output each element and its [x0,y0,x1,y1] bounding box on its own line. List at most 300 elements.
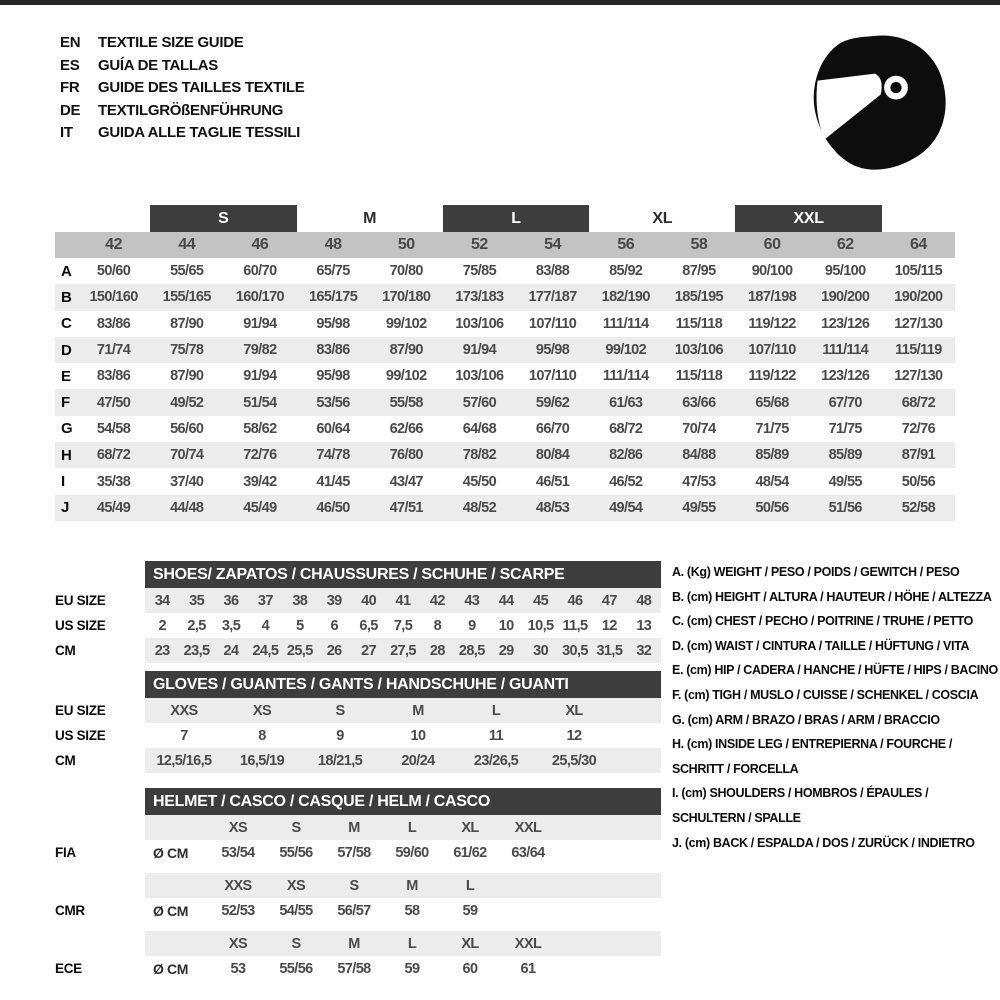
measurement-row [55,258,955,284]
legend-line: F. (cm) TIGH / MUSLO / CUISSE / SCHENKEL / COSCIA [672,687,979,702]
size-value-cell: 99/102 [385,315,427,332]
language-row [60,77,304,100]
table-value-cell: 23/26,5 [473,752,519,769]
row-values [145,956,661,981]
size-value-cell: 48/54 [755,473,789,490]
language-code: IT [60,124,73,141]
row-label: US SIZE [55,618,106,633]
size-value-cell: 99/102 [385,368,427,385]
size-value-cell: 54/58 [96,420,131,437]
table-value-cell: 59 [404,960,420,977]
legend-line: D. (cm) WAIST / CINTURA / TAILLE / HÜFTUNG / VITA [672,638,970,653]
size-value-cell: 119/122 [748,315,796,332]
table-value-cell: 8 [433,617,442,634]
table-value-cell: 40 [361,592,377,609]
size-value-cell: 87/90 [170,368,204,385]
row-values [145,840,661,865]
table-value-cell: XXS [170,702,198,719]
size-value-cell: 71/74 [96,342,131,359]
top-border-line [0,0,1000,5]
size-value-cell: 95/98 [316,368,350,385]
table-value-cell: 20/24 [401,752,435,769]
legend-line: I. (cm) SHOULDERS / HOMBROS / ÉPAULES / [672,786,929,801]
size-value-cell: 80/84 [535,447,570,464]
row-values [145,931,661,956]
language-row [60,122,304,145]
row-values [145,898,661,923]
size-header-row [55,232,955,258]
row-letter: A [61,262,72,280]
table-value-cell: M [412,702,424,719]
diameter-cm-label: Ø CM [153,902,188,919]
table-value-cell: 8 [258,727,266,744]
row-values [145,613,661,638]
table-value-cell: 58 [404,902,420,919]
size-value-cell: 87/90 [170,315,204,332]
table-value-cell: 57/58 [337,844,371,861]
table-value-cell: 47 [601,592,617,609]
row-label: ECE [55,961,82,976]
size-value-cell: 78/82 [462,447,497,464]
size-value-cell: 85/92 [609,263,643,280]
size-value-cell: 173/183 [455,289,504,306]
size-value-cell: 107/110 [528,315,577,332]
guide-title: GUIDE DES TAILLES TEXTILE [98,79,305,96]
table-value-cell: 27,5 [390,642,416,659]
size-value-cell: 190/200 [821,289,870,306]
size-value-cell: 47/50 [96,394,131,411]
size-value-cell: 91/94 [462,342,497,359]
table-value-cell: 18/21,5 [317,752,363,769]
size-value-cell: 107/110 [528,368,577,385]
table-value-cell: 11,5 [562,617,588,634]
diameter-cm-label: Ø CM [153,844,188,861]
table-value-cell: 37 [257,592,273,609]
table-value-cell: 23 [154,642,170,659]
size-value-cell: 35/38 [96,473,131,490]
table-value-cell: 48 [636,592,652,609]
size-value-cell: 76/80 [389,447,423,464]
table-value-cell: 30 [533,642,549,659]
size-group-label: L [443,205,589,232]
size-value-cell: 90/100 [751,263,793,280]
size-value-cell: 60/70 [243,263,277,280]
size-value-cell: 65/75 [316,263,350,280]
table-value-cell: XL [565,702,583,719]
size-value-cell: 47/51 [389,499,423,516]
table-value-cell: 34 [154,592,170,609]
table-value-cell: 59/60 [395,844,429,861]
legend-line: B. (cm) HEIGHT / ALTURA / HAUTEUR / HÖHE / ALTEZZA [672,589,992,604]
table-value-cell: 5 [296,617,304,634]
table-value-cell: 27 [361,642,377,659]
size-value-cell: 99/102 [605,342,647,359]
size-value-cell: 95/98 [316,315,350,332]
table-value-cell: 12 [601,617,617,634]
row-gap [55,923,661,931]
measurement-row [55,442,955,468]
language-row [60,100,304,123]
size-value-cell: 119/122 [748,368,796,385]
row-letter: B [61,288,72,306]
table-value-cell: 41 [395,592,411,609]
size-value-cell: 49/52 [170,394,204,411]
row-label: CM [55,753,76,768]
measurement-legend [672,560,998,855]
language-code: EN [60,34,81,51]
size-value-cell: 87/90 [389,342,423,359]
size-value-cell: 37/40 [170,473,204,490]
table-value-cell: 10 [410,727,426,744]
size-value-cell: 68/72 [96,447,131,464]
legend-line: J. (cm) BACK / ESPALDA / DOS / ZURÜCK / INDIETRO [672,835,975,850]
size-value-cell: 46/52 [609,473,643,490]
legend-line: G. (cm) ARM / BRAZO / BRAS / ARM / BRACCIO [672,712,940,727]
table-value-cell: 13 [636,617,652,634]
row-label: CM [55,643,76,658]
table-row [55,873,661,898]
row-values [145,698,661,723]
size-value-cell: 105/115 [894,263,943,280]
table-value-cell: S [349,877,359,894]
size-header-cell: 64 [910,236,927,253]
size-value-cell: 70/74 [170,447,204,464]
table-value-cell: 9 [336,727,344,744]
table-value-cell: 2 [158,617,166,634]
language-code: FR [60,79,80,96]
table-value-cell: 28,5 [458,642,485,659]
size-value-cell: 51/54 [243,394,277,411]
size-value-cell: 50/56 [755,499,789,516]
size-value-cell: 72/76 [243,447,277,464]
gloves-table-rows [55,698,661,773]
row-label: EU SIZE [55,703,106,718]
measurement-row [55,337,955,363]
row-letter: E [61,367,72,385]
row-values [145,638,661,663]
table-value-cell: 45 [533,592,549,609]
row-values [145,815,661,840]
size-value-cell: 107/110 [748,342,796,359]
size-value-cell: 55/58 [389,394,423,411]
size-value-cell: 91/94 [243,368,277,385]
table-value-cell: 55/56 [279,960,313,977]
size-value-cell: 49/54 [609,499,643,516]
table-value-cell: L [465,877,475,894]
table-value-cell: L [491,702,501,719]
size-value-cell: 95/98 [535,342,570,359]
size-header-cell: 50 [397,236,415,253]
table-value-cell: 56/57 [337,902,371,919]
legend-line: SCHRITT / FORCELLA [672,761,799,776]
table-value-cell: XL [461,935,479,952]
table-value-cell: 36 [223,592,239,609]
legend-line: H. (cm) INSIDE LEG / ENTREPIERNA / FOURCHE / [672,737,952,752]
guide-title: TEXTILE SIZE GUIDE [98,34,244,51]
table-row [55,638,661,663]
table-value-cell: S [291,819,301,836]
size-value-cell: 71/75 [755,420,789,437]
size-value-cell: 51/56 [828,499,862,516]
table-value-cell: 32 [636,642,652,659]
size-value-cell: 45/50 [462,473,497,490]
table-value-cell: 7,5 [393,617,413,634]
gloves-table-title: GLOVES / GUANTES / GANTS / HANDSCHUHE / GUANTI [145,671,661,698]
size-value-cell: 160/170 [235,289,285,306]
table-value-cell: 55/56 [279,844,313,861]
size-value-cell: 150/160 [89,289,138,306]
table-value-cell: 35 [189,592,205,609]
size-value-cell: 155/165 [162,289,211,306]
table-value-cell: 9 [468,617,476,634]
measurement-row [55,311,955,337]
table-value-cell: 3,5 [221,617,241,634]
size-value-cell: 75/85 [462,263,497,280]
size-value-cell: 72/76 [901,420,936,437]
size-value-cell: 47/53 [682,473,716,490]
size-value-cell: 61/63 [609,394,643,411]
table-value-cell: 59 [462,902,478,919]
helmet-table-title: HELMET / CASCO / CASQUE / HELM / CASCO [145,788,661,815]
table-value-cell: XXL [514,819,542,836]
row-values [145,748,661,773]
size-value-cell: 182/190 [601,289,650,306]
size-header-cell: 56 [617,236,635,253]
language-row [60,32,304,55]
row-label: EU SIZE [55,593,106,608]
size-value-cell: 68/72 [901,394,936,411]
table-row [55,815,661,840]
row-letter: I [61,473,66,491]
size-value-cell: 115/118 [675,315,723,332]
size-value-cell: 103/106 [455,315,504,332]
measurement-row [55,363,955,389]
size-value-cell: 127/130 [894,315,943,332]
table-value-cell: 53/54 [221,844,255,861]
size-value-cell: 123/126 [821,368,870,385]
size-value-cell: 43/47 [389,473,423,490]
size-value-cell: 103/106 [455,368,504,385]
row-values [145,873,661,898]
size-value-cell: 187/198 [747,289,797,306]
legend-line: SCHULTERN / SPALLE [672,810,801,825]
table-value-cell: L [407,819,417,836]
row-letter: G [61,420,73,438]
measurement-row [55,389,955,415]
size-group-label: S [150,205,296,232]
size-value-cell: 165/175 [308,289,358,306]
size-value-cell: 60/64 [316,420,350,437]
row-values [145,723,661,748]
size-header-cell: 54 [544,236,561,253]
table-value-cell: 4 [261,617,270,634]
size-header-cell: 58 [690,236,708,253]
table-value-cell: S [335,702,345,719]
size-value-cell: 82/86 [609,447,643,464]
table-value-cell: 57/58 [337,960,371,977]
table-value-cell: 53 [230,960,246,977]
size-group-header-row [55,205,955,232]
size-value-cell: 45/49 [96,499,131,516]
table-value-cell: 54/55 [279,902,313,919]
shoes-table-title: SHOES/ ZAPATOS / CHAUSSURES / SCHUHE / SCARPE [145,561,661,588]
size-value-cell: 115/118 [675,368,723,385]
language-row [60,55,304,78]
size-group-label: XL [652,209,673,227]
table-value-cell: 52/53 [221,902,255,919]
table-row [55,613,661,638]
table-value-cell: XS [228,819,248,836]
legend-line: A. (Kg) WEIGHT / PESO / POIDS / GEWITCH / PESO [672,565,960,579]
table-value-cell: XS [286,877,306,894]
size-value-cell: 123/126 [821,315,870,332]
table-value-cell: 44 [498,592,514,609]
gloves-size-table [55,671,661,773]
table-value-cell: 28 [429,642,445,659]
table-value-cell: XL [461,819,479,836]
size-header-cell: 62 [836,236,854,253]
size-value-cell: 41/45 [316,473,350,490]
size-value-cell: 63/66 [682,394,716,411]
size-value-cell: 115/119 [895,342,942,359]
size-value-cell: 48/53 [535,499,570,516]
size-value-cell: 103/106 [674,342,724,359]
size-value-cell: 48/52 [462,499,497,516]
size-value-cell: 85/89 [828,447,862,464]
table-value-cell: 24 [223,642,239,659]
size-header-cell: 60 [763,236,781,253]
size-value-cell: 91/94 [243,315,277,332]
size-value-cell: 95/100 [824,263,866,280]
size-value-cell: 111/114 [602,368,649,385]
table-value-cell: 43 [464,592,480,609]
legend-line: C. (cm) CHEST / PECHO / POITRINE / TRUHE / PETTO [672,614,974,629]
size-value-cell: 83/86 [96,315,131,332]
table-row [55,898,661,923]
measurement-row [55,284,955,310]
size-value-cell: 52/58 [901,499,936,516]
helmet-icon [812,28,952,183]
table-value-cell: 12 [566,727,582,744]
size-value-cell: 75/78 [170,342,204,359]
size-value-cell: 74/78 [316,447,350,464]
table-value-cell: 12,5/16,5 [156,752,212,769]
size-value-cell: 58/62 [243,420,277,437]
size-header-cell: 48 [324,236,342,253]
measurement-row [55,416,955,442]
table-row [55,840,661,865]
textile-size-table [55,205,955,521]
row-label: FIA [55,845,76,860]
table-value-cell: 61/62 [453,844,487,861]
table-value-cell: XXL [514,935,542,952]
table-value-cell: L [407,935,417,952]
shoes-table-rows [55,588,661,663]
size-value-cell: 46/51 [535,473,570,490]
size-value-cell: 68/72 [609,420,643,437]
size-value-cell: 87/95 [682,263,716,280]
table-value-cell: M [348,935,360,952]
table-row [55,748,661,773]
guide-title: GUIDA ALLE TAGLIE TESSILI [98,124,300,141]
row-letter: C [61,315,72,333]
table-value-cell: 6,5 [359,617,378,634]
size-header-cell: 52 [471,236,488,253]
table-value-cell: M [406,877,418,894]
size-value-cell: 111/114 [602,315,649,332]
table-value-cell: S [291,935,301,952]
helmet-table-rows [55,815,661,981]
size-value-cell: 87/91 [901,447,936,464]
size-value-cell: 53/56 [316,394,350,411]
size-header-cell: 46 [251,236,269,253]
size-value-cell: 71/75 [828,420,862,437]
table-value-cell: 39 [326,592,342,609]
size-value-cell: 170/180 [382,289,431,306]
table-value-cell: 61 [520,960,536,977]
size-header-cell: 42 [105,236,122,253]
language-code: DE [60,101,81,119]
table-value-cell: 24,5 [252,642,279,659]
helmet-size-table [55,788,661,981]
row-letter: H [61,446,72,464]
table-value-cell: 10,5 [527,617,554,634]
table-value-cell: 42 [429,592,445,609]
size-value-cell: 64/68 [462,420,497,437]
table-value-cell: M [348,819,360,836]
table-value-cell: 25,5 [286,642,313,659]
size-value-cell: 70/80 [389,263,423,280]
size-value-cell: 49/55 [682,499,716,516]
table-value-cell: 26 [326,642,342,659]
size-value-cell: 127/130 [894,368,943,385]
size-header-cell: 44 [178,236,196,253]
size-value-cell: 59/62 [535,394,570,411]
table-row [55,698,661,723]
size-value-cell: 190/200 [894,289,943,306]
shoes-size-table [55,561,661,663]
row-label: US SIZE [55,728,106,743]
size-group-label: M [363,209,377,227]
language-list [60,32,304,145]
size-value-cell: 45/49 [243,499,277,516]
size-value-cell: 55/65 [170,263,204,280]
language-header [60,32,304,145]
size-value-cell: 49/55 [828,473,862,490]
size-value-cell: 177/187 [528,289,577,306]
full-face-helmet-icon [812,28,952,178]
row-label: CMR [55,903,85,918]
table-value-cell: 7 [180,727,188,744]
table-value-cell: 11 [488,727,504,744]
size-value-cell: 62/66 [389,420,423,437]
size-value-cell: 66/70 [535,420,570,437]
row-letter: J [61,499,70,517]
table-value-cell: 31,5 [596,642,623,659]
row-letter: D [61,341,72,359]
row-gap [55,865,661,873]
table-row [55,956,661,981]
size-value-cell: 79/82 [243,342,277,359]
table-row [55,931,661,956]
table-value-cell: 2,5 [187,617,206,634]
size-value-cell: 83/88 [535,263,570,280]
measurement-row [55,468,955,494]
table-value-cell: XXS [224,877,252,894]
table-value-cell: 16,5/19 [239,752,285,769]
table-value-cell: 63/64 [511,844,545,861]
size-value-cell: 56/60 [170,420,204,437]
